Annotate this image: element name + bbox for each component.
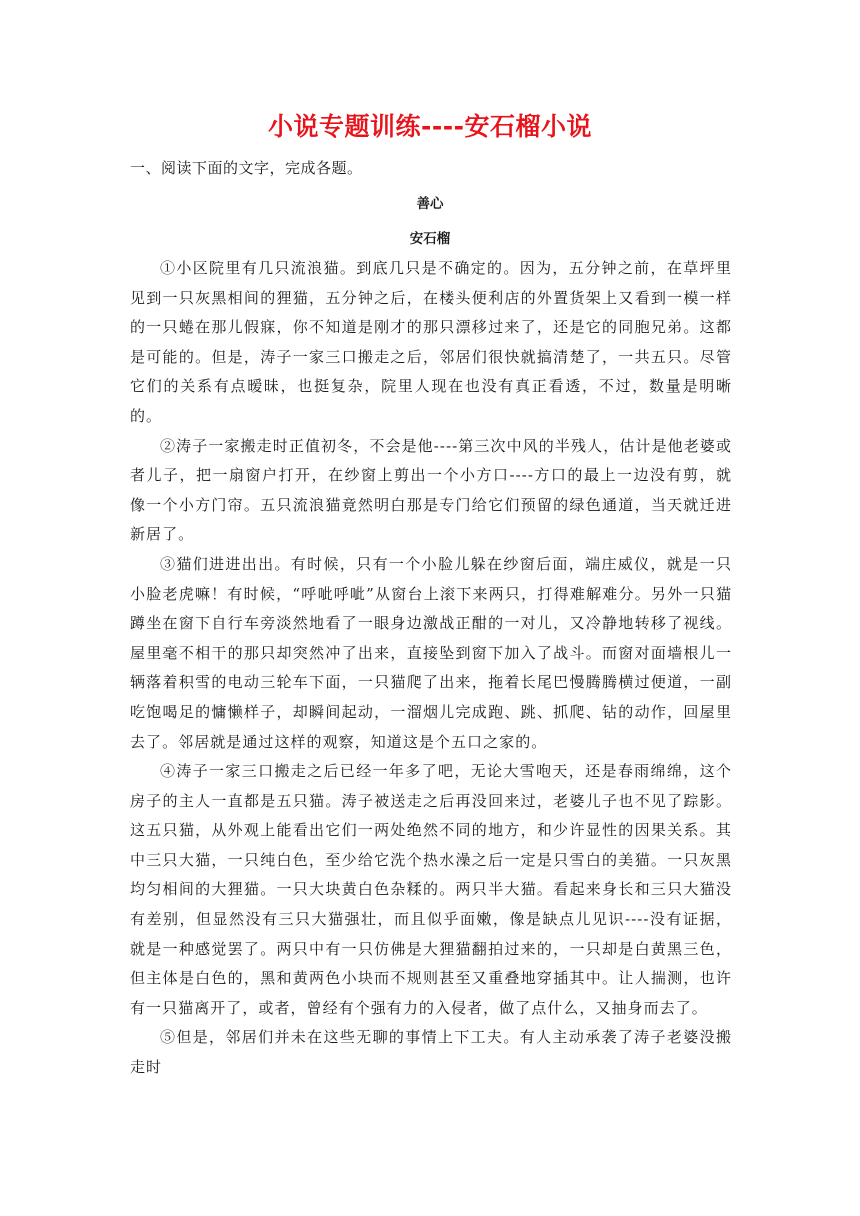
story-author: 安石榴 [409,231,451,247]
paragraph-3: ③猫们进进出出。有时候，只有一个小脸儿躲在纱窗后面，端庄威仪，就是一只小脸老虎嘛！有时候，“呼呲呼呲”从窗台上滚下来两只，打得难解难分。另外一只猫蹲坐在窗下自行车旁淡然地看了一眼身边激战正酣的一对儿，又冷静地转移了视线。屋里毫不相干的那只却突然冲了出来，直接坠到窗下加入了战斗。而窗对面墙根儿一辆落着积雪的电动三轮车下面，一只猫爬了出来，拖着长尾巴慢腾腾横过便道，一副吃饱喝足的慵懒样子，却瞬间起动，一溜烟儿完成跑、跳、抓爬、钻的动作，回屋里去了。邻居就是通过这样的观察，知道这是个五口之家的。 [130,554,732,751]
paragraph-5: ⑤但是，邻居们并未在这些无聊的事情上下工夫。有人主动承袭了涛子老婆没搬走时 [130,1028,732,1077]
story-body [130,254,732,1083]
paragraph-2: ②涛子一家搬走时正值初冬，不会是他----第三次中风的半残人，估计是他老婆或者儿子，把一扇窗户打开，在纱窗上剪出一个小方口----方口的最上一边没有剪，就像一个小方门帘。五只流浪猫竟然明白那是专门给它们预留的绿色通道，当天就迁进新居了。 [130,436,732,544]
paragraph-1: ①小区院里有几只流浪猫。到底几只是不确定的。因为，五分钟之前，在草坪里见到一只灰黑相间的狸猫，五分钟之后，在楼头便利店的外置货架上又看到一模一样的一只蜷在那儿假寐，你不知道是刚才的那只漂移过来了，还是它的同胞兄弟。这都是可能的。但是，涛子一家三口搬走之后，邻居们很快就搞清楚了，一共五只。尽管它们的关系有点暧昧，也挺复杂，院里人现在也没有真正看透，不过，数量是明晰的。 [130,259,732,425]
story-title: 善心 [416,196,444,212]
document-title: 小说专题训练----安石榴小说 [267,112,592,141]
paragraph-4: ④涛子一家三口搬走之后已经一年多了吧，无论大雪咆天，还是春雨绵绵，这个房子的主人一直都是五只猫。涛子被送走之后再没回来过，老婆儿子也不见了踪影。这五只猫，从外观上能看出它们一两处绝然不同的地方，和少许显性的因果关系。其中三只大猫，一只纯白色，至少给它洗个热水澡之后一定是只雪白的美猫。一只灰黑均匀相间的大狸猫。一只大块黄白色杂糅的。两只半大猫。看起来身长和三只大猫没有差别，但显然没有三只大猫强壮，而且似乎面嫩，像是缺点儿见识----没有证据，就是一种感觉罢了。两只中有一只仿佛是大狸猫翻拍过来的，一只却是白黄黑三色，但主体是白色的，黑和黄两色小块而不规则甚至又重叠地穿插其中。让人揣测，也许有一只猫离开了，或者，曾经有个强有力的入侵者，做了点什么，又抽身而去了。 [130,762,732,1017]
section-heading: 一、阅读下面的文字，完成各题。 [130,159,363,177]
